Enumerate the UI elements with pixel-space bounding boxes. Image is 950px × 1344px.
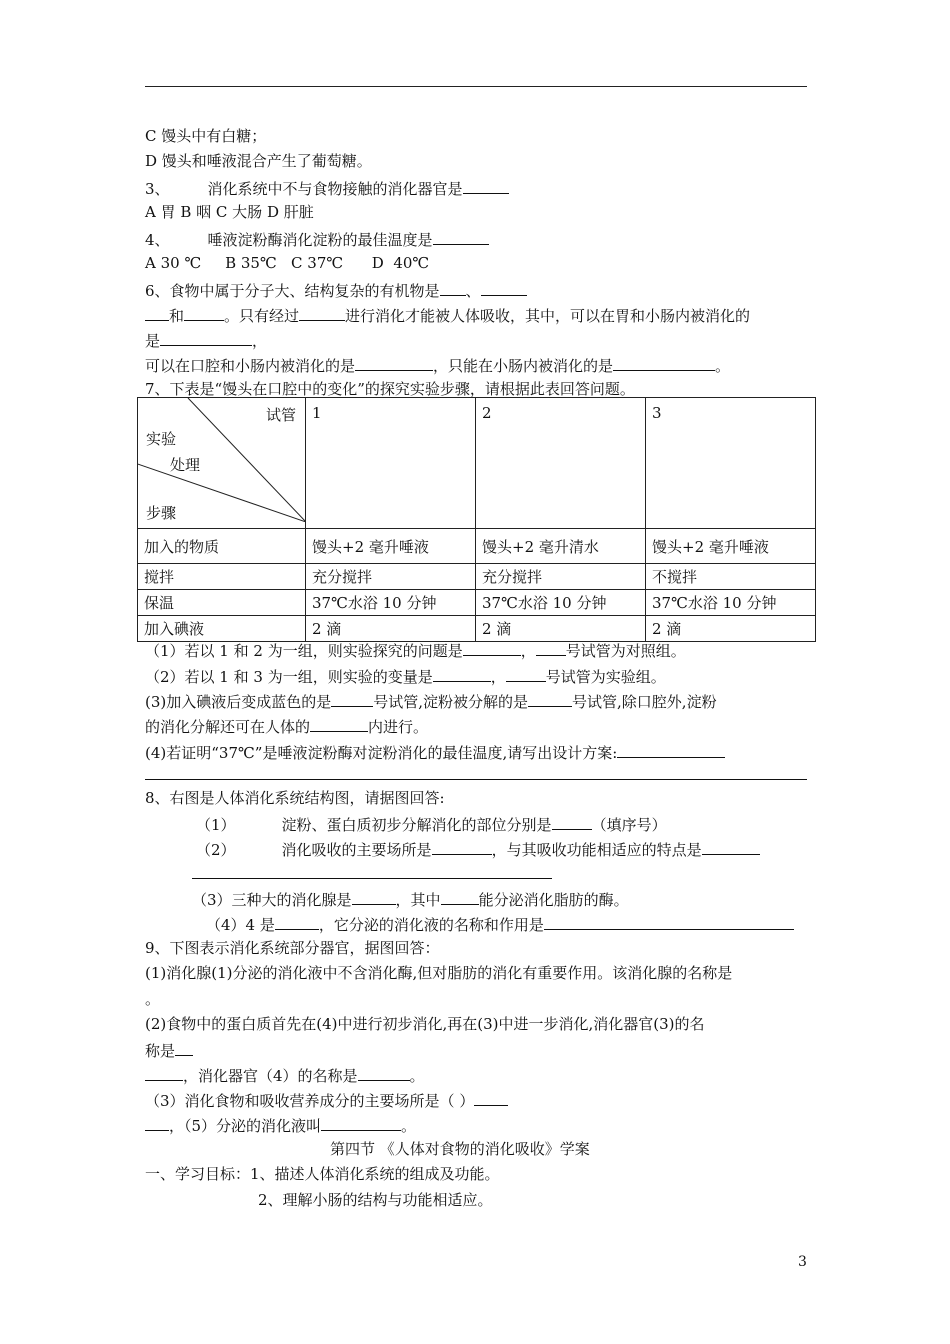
table-row [138,564,816,590]
table-cell: 2 滴 [646,616,816,642]
header-rule [145,86,807,87]
row-label: 加入碘液 [138,616,306,642]
question-9-sub2: (2)食物中的蛋白质首先在(4)中进行初步消化,再在(3)中进一步消化,消化器官(3)的名 [145,1015,705,1033]
table-cell: 馒头+2 毫升唾液 [306,529,476,564]
table-cell: 2 滴 [476,616,646,642]
answer-blank[interactable] [358,1064,410,1081]
table-cell: 37℃水浴 10 分钟 [646,590,816,616]
answer-blank[interactable] [440,279,466,296]
question-7-sub4: (4)若证明“37℃”是唾液淀粉酶对淀粉消化的最佳温度,请写出设计方案: [145,741,725,763]
answer-blank[interactable] [321,1114,401,1131]
question-9-sub3: （3）消化食物和吸收营养成分的主要场所是（ ） [145,1089,508,1111]
answer-line[interactable] [145,779,807,780]
answer-blank[interactable] [145,1114,169,1131]
tube-1: 1 [306,398,476,529]
answer-blank[interactable] [702,838,760,855]
table-cell: 充分搅拌 [306,564,476,590]
question-7-sub3: (3)加入碘液后变成蓝色的是 号试管,淀粉被分解的是 号试管,除口腔外,淀粉 [145,690,717,712]
answer-blank[interactable] [474,1089,508,1106]
question-3-options: A 胃 B 咽 C 大肠 D 肝脏 [145,203,314,221]
question-7-sub1: （1）若以 1 和 2 为一组，则实验探究的问题是 ， 号试管为对照组。 [145,639,686,661]
answer-blank[interactable] [613,354,715,371]
answer-blank[interactable] [481,279,527,296]
question-7-title: 7、下表是“馒头在口腔中的变化”的探究实验步骤，请根据此表回答问题。 [145,380,635,398]
row-label: 加入的物质 [138,529,306,564]
question-8-sub3: （3）三种大的消化腺是 ，其中 能分泌消化脂肪的酶。 [192,888,629,910]
answer-blank[interactable] [184,304,224,321]
table-row [138,529,816,564]
table-cell: 2 滴 [306,616,476,642]
experiment-table [137,397,816,642]
question-9-sub2-cont2: ，消化器官（4）的名称是 。 [145,1064,425,1086]
answer-blank[interactable] [433,228,489,245]
question-3: 3、 消化系统中不与食物接触的消化器官是 [145,177,509,199]
header-experiment: 实验 [146,430,177,448]
question-6-line4: 可以在口腔和小肠内被消化的是 ，只能在小肠内被消化的是 。 [145,354,730,376]
answer-blank[interactable] [355,354,433,371]
answer-blank[interactable] [175,1039,193,1056]
option-c: C 馒头中有白糖； [145,127,267,145]
question-7-sub2: （2）若以 1 和 3 为一组，则实验的变量是 ， 号试管为实验组。 [145,665,666,687]
learning-goal-1: 一、学习目标：1、描述人体消化系统的组成及功能。 [145,1165,500,1183]
answer-line[interactable] [192,878,552,879]
question-9-sub3-cont: ，（5）分泌的消化液叫 。 [145,1114,416,1136]
answer-blank[interactable] [528,690,572,707]
table-cell: 37℃水浴 10 分钟 [306,590,476,616]
option-d: D 馒头和唾液混合产生了葡萄糖。 [145,152,372,170]
table-row [138,616,816,642]
answer-blank[interactable] [463,177,509,194]
row-label: 搅拌 [138,564,306,590]
table-cell: 充分搅拌 [476,564,646,590]
tube-3: 3 [646,398,816,529]
question-6-line3: 是 ， [145,329,267,351]
question-8-sub1: （1） 淀粉、蛋白质初步分解消化的部位分别是 （填序号） [196,813,667,835]
row-label: 保温 [138,590,306,616]
answer-blank[interactable] [310,715,368,732]
table-cell: 馒头+2 毫升清水 [476,529,646,564]
page-number: 3 [798,1254,807,1270]
header-process: 处理 [170,456,201,474]
question-9-sub2-cont: 称是 [145,1039,193,1061]
answer-blank[interactable] [160,329,252,346]
question-8-sub4: （4）4 是 ，它分泌的消化液的名称和作用是 [206,913,794,935]
answer-blank[interactable] [506,665,546,682]
question-9-sub1: (1)消化腺(1)分泌的消化液中不含消化酶,但对脂肪的消化有重要作用。该消化腺的名称是 [145,964,733,982]
question-8-sub2: （2） 消化吸收的主要场所是 ，与其吸收功能相适应的特点是 [196,838,760,860]
question-9-title: 9、下图表示消化系统部分器官，据图回答： [145,939,440,957]
tube-2: 2 [476,398,646,529]
answer-blank[interactable] [145,1064,183,1081]
question-4-options: A 30 ℃ B 35℃ C 37℃ D 40℃ [145,254,430,272]
answer-blank[interactable] [432,838,492,855]
table-cell: 不搅拌 [646,564,816,590]
question-6-line1: 6、食物中属于分子大、结构复杂的有机物是 、 [145,279,527,301]
table-diagonal-header [138,398,306,529]
answer-blank[interactable] [617,741,725,758]
answer-blank[interactable] [145,304,169,321]
section-title: 第四节 《人体对食物的消化吸收》学案 [330,1140,590,1158]
answer-blank[interactable] [552,813,592,830]
table-row [138,590,816,616]
answer-blank[interactable] [441,888,479,905]
header-step: 步骤 [146,504,177,522]
answer-blank[interactable] [299,304,345,321]
question-4: 4、 唾液淀粉酶消化淀粉的最佳温度是 [145,228,489,250]
question-8-title: 8、右图是人体消化系统结构图，请据图回答: [145,789,445,807]
learning-goal-2: 2、理解小肠的结构与功能相适应。 [258,1191,493,1209]
answer-blank[interactable] [433,665,491,682]
question-9-sub1-end: 。 [145,990,161,1008]
question-7-sub3-cont: 的消化分解还可在人体的 内进行。 [145,715,428,737]
answer-blank[interactable] [331,690,373,707]
header-tube: 试管 [266,406,297,424]
table-cell: 馒头+2 毫升唾液 [646,529,816,564]
question-6-line2: 和 。只有经过 进行消化才能被人体吸收，其中，可以在胃和小肠内被消化的 [145,304,750,326]
table-cell: 37℃水浴 10 分钟 [476,590,646,616]
answer-blank[interactable] [536,639,566,656]
answer-blank[interactable] [352,888,396,905]
answer-blank[interactable] [544,913,794,930]
answer-blank[interactable] [275,913,319,930]
answer-blank[interactable] [463,639,521,656]
